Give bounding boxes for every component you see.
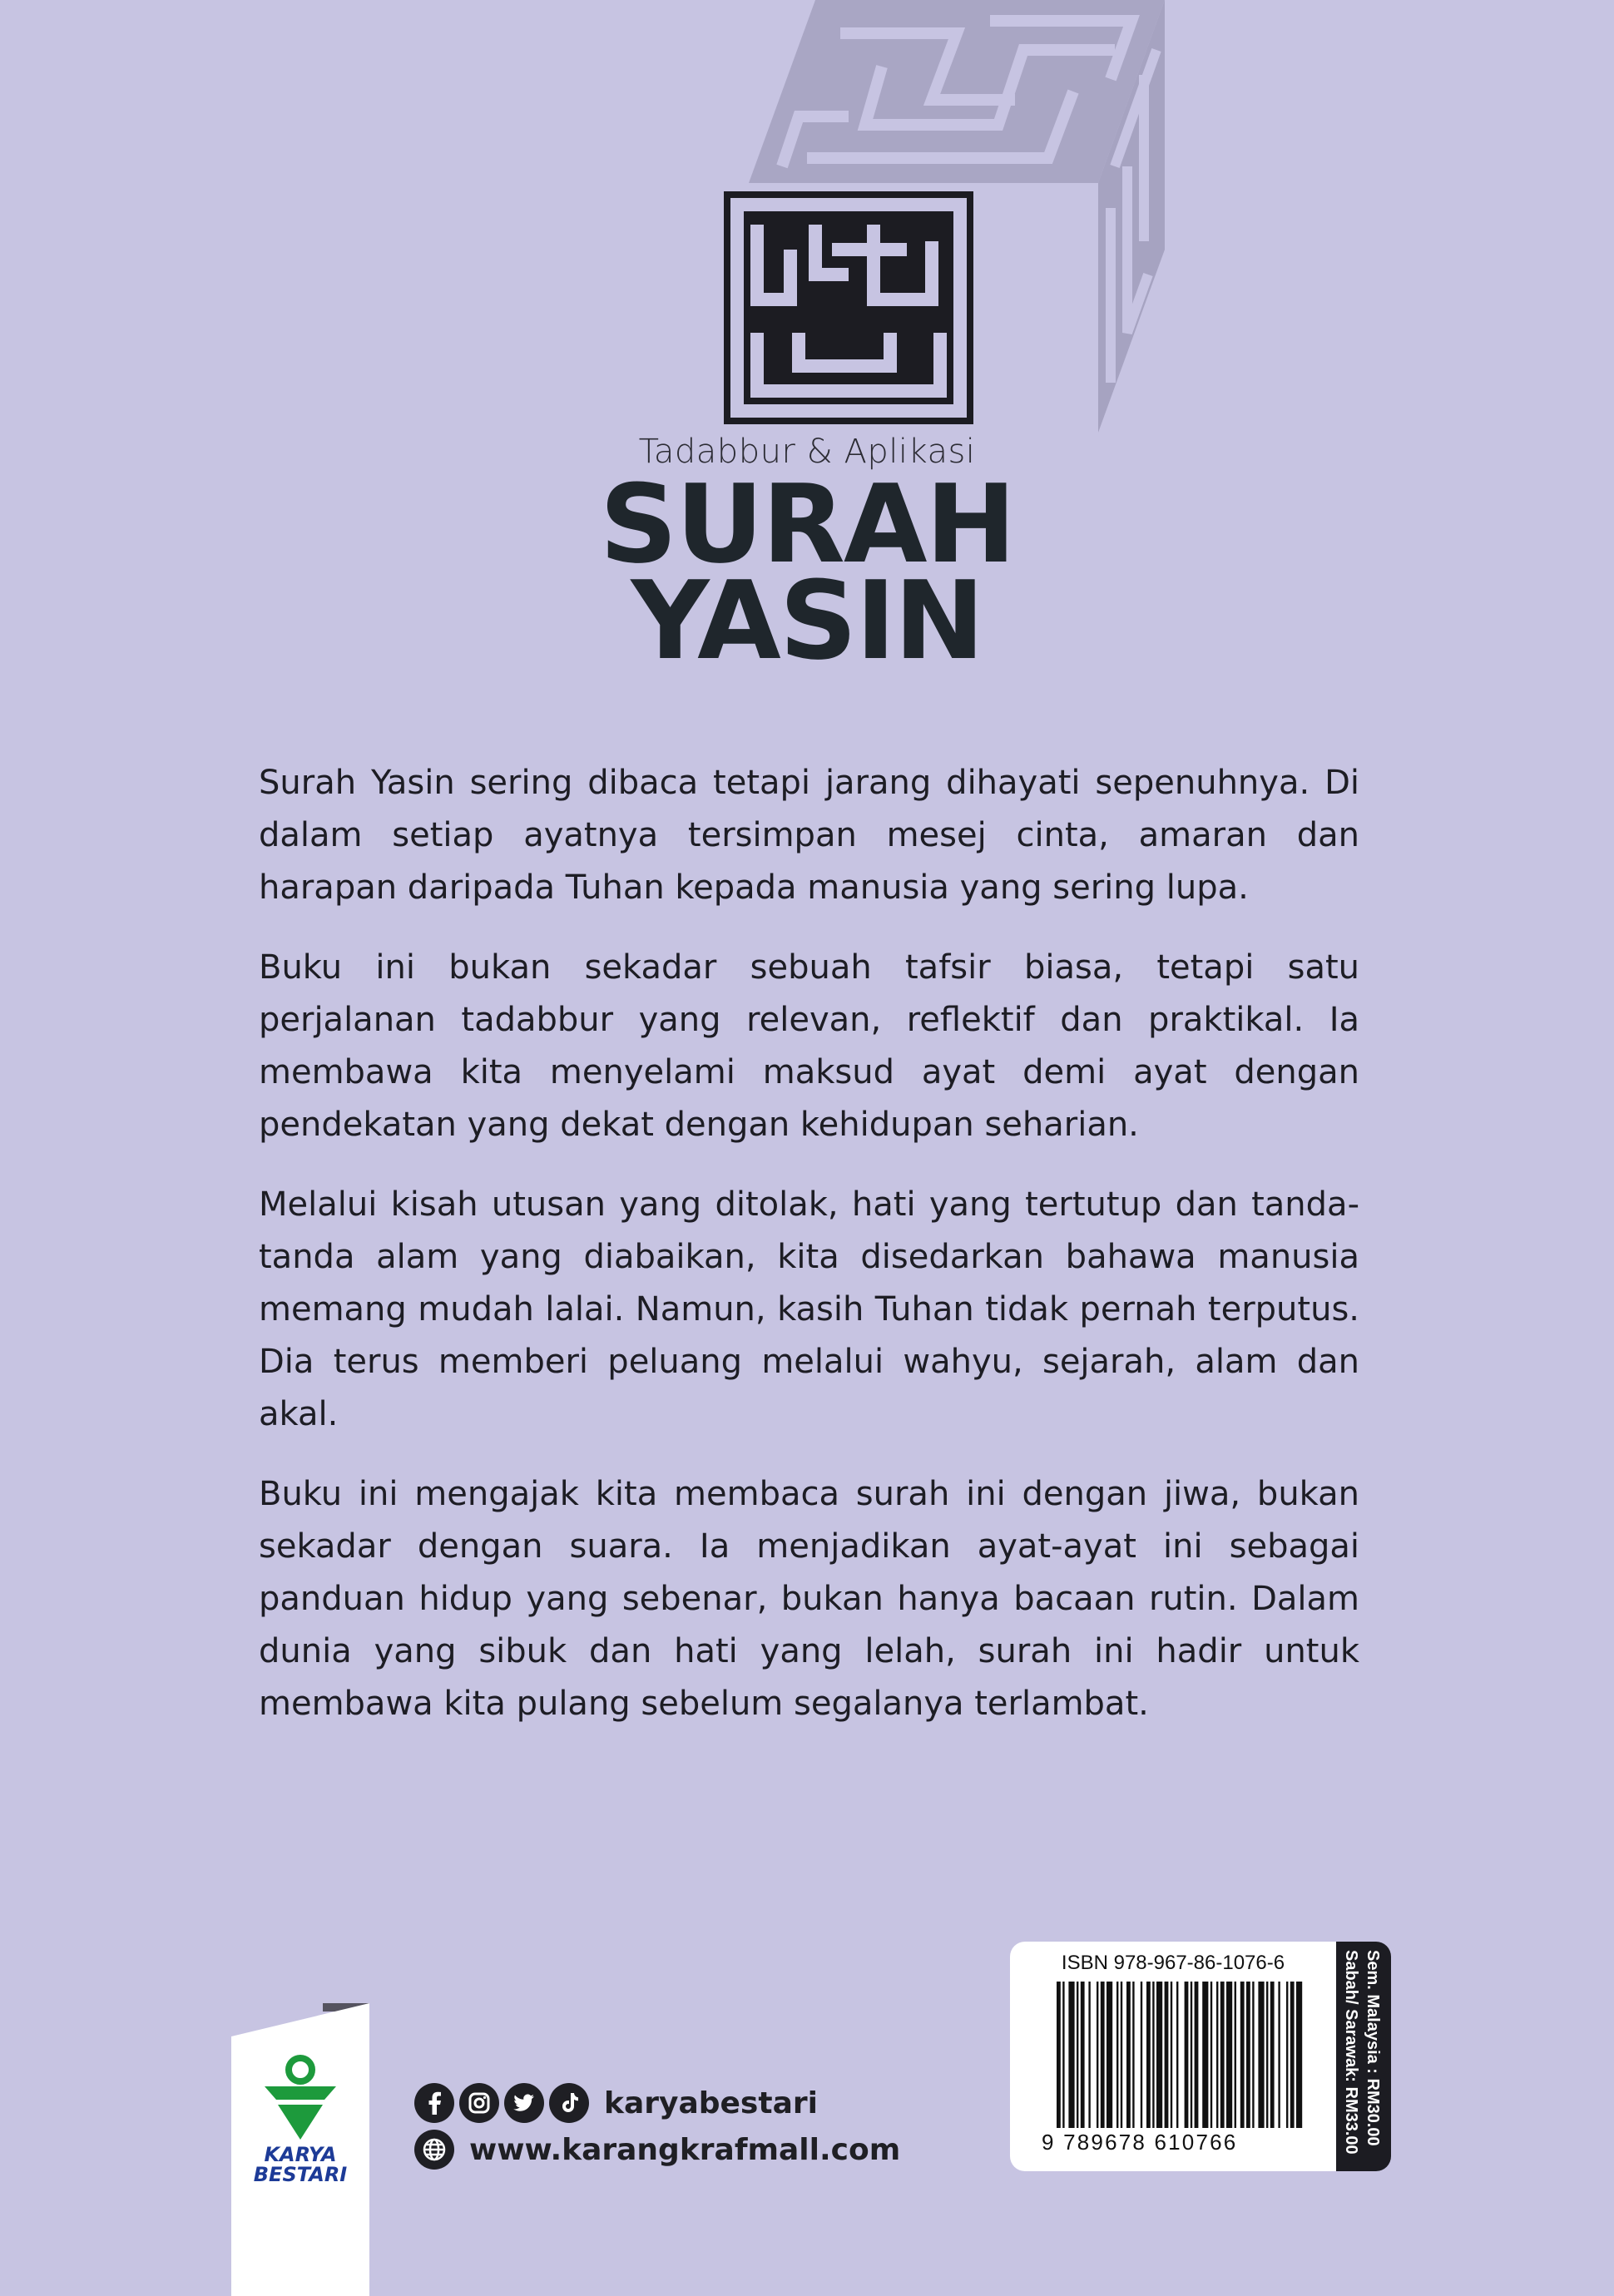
barcode-bar [1220,1982,1225,2128]
instagram-icon [459,2083,499,2123]
barcode-bar [1126,1982,1131,2128]
barcode-bar [1062,1982,1064,2128]
barcode-bar [1226,1982,1232,2128]
price-sabah-sarawak: Sabah/ Sarawak: RM33.00 [1342,1950,1360,2155]
barcode-bar [1202,1982,1208,2128]
publisher-name: KARYA BESTARI [253,2143,348,2186]
barcode-bar [1057,1982,1061,2128]
barcode-bar [1088,1982,1090,2128]
kufic-cube-logo [682,0,1165,433]
isbn-label: ISBN 978-967-86-1076-6 [1061,1952,1285,1974]
social-links [414,2080,900,2173]
tiktok-icon [549,2083,589,2123]
book-title-line-1: SURAH [599,461,1015,587]
price-semenanjung: Sem. Malaysia : RM30.00 [1364,1950,1382,2146]
barcode-bar [1107,1982,1112,2128]
social-handle-row [414,2080,900,2126]
barcode-bar [1296,1982,1302,2128]
price-panel [1336,1942,1391,2171]
barcode-bar [1081,1982,1085,2128]
barcode-bar [1216,1982,1218,2128]
barcode-bar [1077,1982,1078,2128]
blurb-paragraph: Buku ini mengajak kita membaca surah ini dengan jiwa, bukan sekadar dengan suara. Ia menjadikan ayat-ayat ini sebagai panduan hidup yang sebenar, bukan hanya bacaan rutin. Dalam dunia yang sibuk dan hati yang lelah, surah ini hadir untuk membawa kita pulang sebelum segalanya terlambat. [259,1475,1359,1723]
barcode-bar [1121,1982,1122,2128]
barcode-bar [1246,1982,1250,2128]
barcode-bar [1156,1982,1162,2128]
barcode-bar [1210,1982,1212,2128]
barcode-bar [1152,1982,1154,2128]
blurb-paragraph: Surah Yasin sering dibaca tetapi jarang dihayati sepenuhnya. Di dalam setiap ayatnya tersimpan mesej cinta, amaran dan harapan daripada Tuhan kepada manusia yang sering lupa. [259,764,1359,907]
social-handle[interactable]: karyabestari [604,2086,818,2120]
barcode-bar [1176,1982,1178,2128]
barcode-bar [1258,1982,1264,2128]
globe-icon [414,2130,454,2170]
barcode-bar [1116,1982,1118,2128]
blurb-paragraph: Buku ini bukan sekadar sebuah tafsir biasa, tetapi satu perjalanan tadabbur yang relevan, reflektif dan praktikal. Ia membawa kita menyelami maksud ayat demi ayat dengan pendekatan yang dekat dengan kehidupan seharian. [259,948,1359,1144]
barcode-image [1057,1982,1306,2128]
barcode-bar [1266,1982,1268,2128]
publisher-tab [231,2003,369,2296]
barcode-bar [1235,1982,1236,2128]
barcode-bar [1290,1982,1295,2128]
barcode-bar [1286,1982,1288,2128]
book-title-line-2: YASIN [631,557,983,684]
website-row [414,2126,900,2173]
barcode-bar [1278,1982,1280,2128]
barcode-bar [1165,1982,1169,2128]
barcode-bar [1195,1982,1199,2128]
facebook-icon [414,2083,454,2123]
title-block [0,433,1614,684]
barcode-bar [1185,1982,1189,2128]
barcode-bar [1141,1982,1142,2128]
barcode-panel [1010,1942,1336,2171]
twitter-icon [504,2083,544,2123]
blurb-text [259,757,1359,1758]
barcode-digits: 9 789678 610766 [1042,2130,1238,2155]
barcode-bar [1068,1982,1074,2128]
barcode-bar [1146,1982,1151,2128]
barcode-bar [1097,1982,1098,2128]
barcode-bar [1171,1982,1172,2128]
barcode-bar [1270,1982,1275,2128]
barcode-bar [1240,1982,1245,2128]
barcode-bar [1191,1982,1192,2128]
barcode-bar [1132,1982,1134,2128]
book-subtitle: Tadabbur & Aplikasi [638,433,976,471]
website-link[interactable]: www.karangkrafmall.com [469,2132,901,2167]
barcode-bar [1252,1982,1254,2128]
barcode-bar [1101,1982,1105,2128]
blurb-paragraph: Melalui kisah utusan yang ditolak, hati yang tertutup dan tanda-tanda alam yang diabaikan, kita disedarkan bahawa manusia memang mudah lalai. Namun, kasih Tuhan tidak pernah terputus. Dia terus memberi peluang melalui wahyu, sejarah, alam dan akal. [259,1185,1359,1433]
